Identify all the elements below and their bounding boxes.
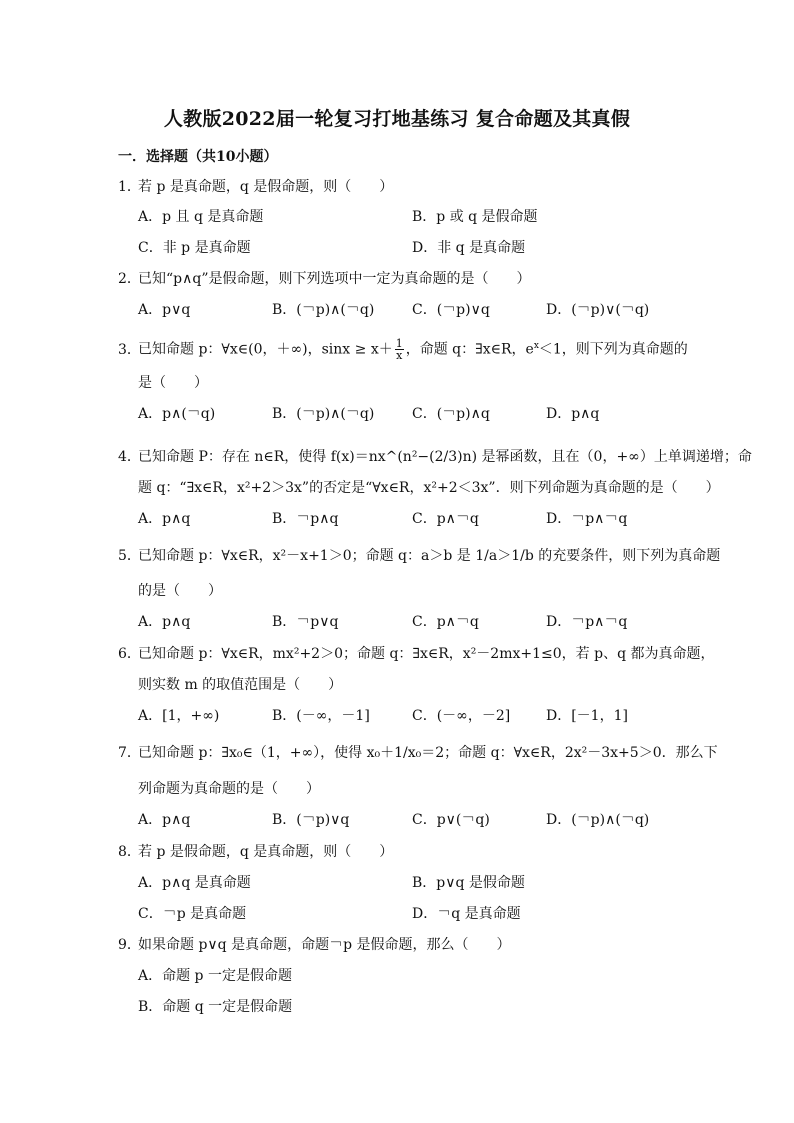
question-number: 4． bbox=[118, 449, 141, 465]
question-text: 已知“p∧q”是假命题，则下列选项中一定为真命题的是（ ） bbox=[138, 271, 531, 287]
option-c: C．￢p 是真命题 bbox=[138, 906, 247, 922]
option-d: D．非 q 是真命题 bbox=[412, 240, 526, 256]
question-5 bbox=[118, 547, 720, 565]
option-d: D．￢q 是真命题 bbox=[412, 906, 521, 922]
option-a: A．p∧q bbox=[138, 812, 191, 828]
question-4 bbox=[118, 448, 752, 466]
option-d: D．￢p∧￢q bbox=[546, 511, 628, 527]
question-6 bbox=[118, 645, 714, 663]
option-a: A．[1，+∞) bbox=[138, 708, 220, 724]
option-d: D．[－1，1] bbox=[546, 708, 628, 724]
option-a: A．p∧(￢q) bbox=[138, 406, 216, 422]
option-b: B．p 或 q 是假命题 bbox=[412, 209, 538, 225]
question-number: 1． bbox=[118, 179, 141, 195]
option-d: D．(￢p)∧(￢q) bbox=[546, 812, 650, 828]
question-7 bbox=[118, 744, 718, 762]
option-a: A．p∧q bbox=[138, 511, 191, 527]
option-d: D．￢p∧￢q bbox=[546, 614, 628, 630]
option-a: A．p∧q 是真命题 bbox=[138, 875, 251, 891]
option-c: C．(￢p)∧q bbox=[412, 406, 490, 422]
question-text: 已知命题 p：∃x₀∈（1，+∞），使得 x₀＋1/x₀＝2；命题 q：∀x∈R，2x²－3x+5＞0．那么下 bbox=[138, 745, 718, 761]
question-number: 7． bbox=[118, 745, 141, 761]
question-5-line-2: 的是（ ） bbox=[138, 583, 222, 599]
section-heading: 一．选择题（共10小题） bbox=[118, 149, 278, 165]
option-b: B．命题 q 一定是假命题 bbox=[138, 999, 293, 1015]
question-7-line-2: 列命题为真命题的是（ ） bbox=[138, 781, 320, 797]
option-b: B．p∨q 是假命题 bbox=[412, 875, 525, 891]
question-text: 若 p 是真命题，q 是假命题，则（ ） bbox=[138, 179, 394, 195]
question-number: 2． bbox=[118, 271, 141, 287]
question-3: 3．已知命题 p：∀x∈(0，＋∞)，sinx ≥ x＋ $\frac{1}{x}$ ，命题 q：∃x∈R，$e^x<1$，则下列为真命题的 bbox=[118, 337, 688, 362]
question-text: 已知命题 p：∀x∈R，mx²+2＞0；命题 q：∃x∈R，x²－2mx+1≤0，若 p、q 都为真命题， bbox=[138, 646, 715, 662]
option-d: D．(￢p)∨(￢q) bbox=[546, 302, 650, 318]
option-c: C．p∧￢q bbox=[412, 614, 479, 630]
option-b: B．￢p∨q bbox=[272, 614, 339, 630]
question-text: 已知命题 p：∀x∈R，x²－x+1＞0；命题 q：a＞b 是 1/a＞1/b 的充要条件，则下列为真命题 bbox=[138, 548, 721, 564]
question-1 bbox=[118, 178, 393, 196]
question-text: 已知命题 P：存在 n∈R，使得 f(x)＝nx^(n²−(2/3)n) 是幂函数，且在（0，+∞）上单调递增；命 bbox=[138, 449, 752, 465]
option-b: B．(－∞，－1] bbox=[272, 708, 370, 724]
option-b: B．(￢p)∧(￢q) bbox=[272, 302, 375, 318]
question-number: 5． bbox=[118, 548, 141, 564]
question-4-line-2: 题 q：“∃x∈R，x²+2＞3x”的否定是“∀x∈R，x²+2＜3x”．则下列命题为真命题的是（ ） bbox=[138, 480, 720, 496]
option-a: A．p 且 q 是真命题 bbox=[138, 209, 264, 225]
question-3-line-2: 是（ ） bbox=[138, 375, 208, 391]
question-text: 如果命题 p∨q 是真命题，命题￢p 是假命题，那么（ ） bbox=[138, 937, 511, 953]
option-a: A．命题 p 一定是假命题 bbox=[138, 968, 292, 984]
question-text: 若 p 是假命题，q 是真命题，则（ ） bbox=[138, 844, 394, 860]
page-title: 人教版2022届一轮复习打地基练习 复合命题及其真假 bbox=[163, 108, 631, 130]
option-c: C．(－∞，－2] bbox=[412, 708, 511, 724]
option-a: A．p∨q bbox=[138, 302, 191, 318]
question-8 bbox=[118, 843, 393, 861]
option-c: C．非 p 是真命题 bbox=[138, 240, 251, 256]
option-a: A．p∧q bbox=[138, 614, 191, 630]
option-b: B．(￢p)∧(￢q) bbox=[272, 406, 375, 422]
option-c: C．p∨(￢q) bbox=[412, 812, 490, 828]
option-d: D．p∧q bbox=[546, 406, 600, 422]
question-number: 3． bbox=[118, 341, 141, 358]
question-2 bbox=[118, 270, 530, 288]
option-b: B．￢p∧q bbox=[272, 511, 339, 527]
question-6-line-2: 则实数 m 的取值范围是（ ） bbox=[138, 677, 343, 693]
question-9 bbox=[118, 936, 510, 954]
question-number: 8． bbox=[118, 844, 141, 860]
question-number: 9． bbox=[118, 937, 141, 953]
question-text: 已知命题 p：∀x∈(0，＋∞)，sinx ≥ x＋ bbox=[138, 341, 393, 358]
option-b: B．(￢p)∨q bbox=[272, 812, 350, 828]
fraction: $\frac{1}{x}$ bbox=[395, 337, 403, 362]
option-c: C．(￢p)∨q bbox=[412, 302, 490, 318]
question-number: 6． bbox=[118, 646, 141, 662]
option-c: C．p∧￢q bbox=[412, 511, 479, 527]
